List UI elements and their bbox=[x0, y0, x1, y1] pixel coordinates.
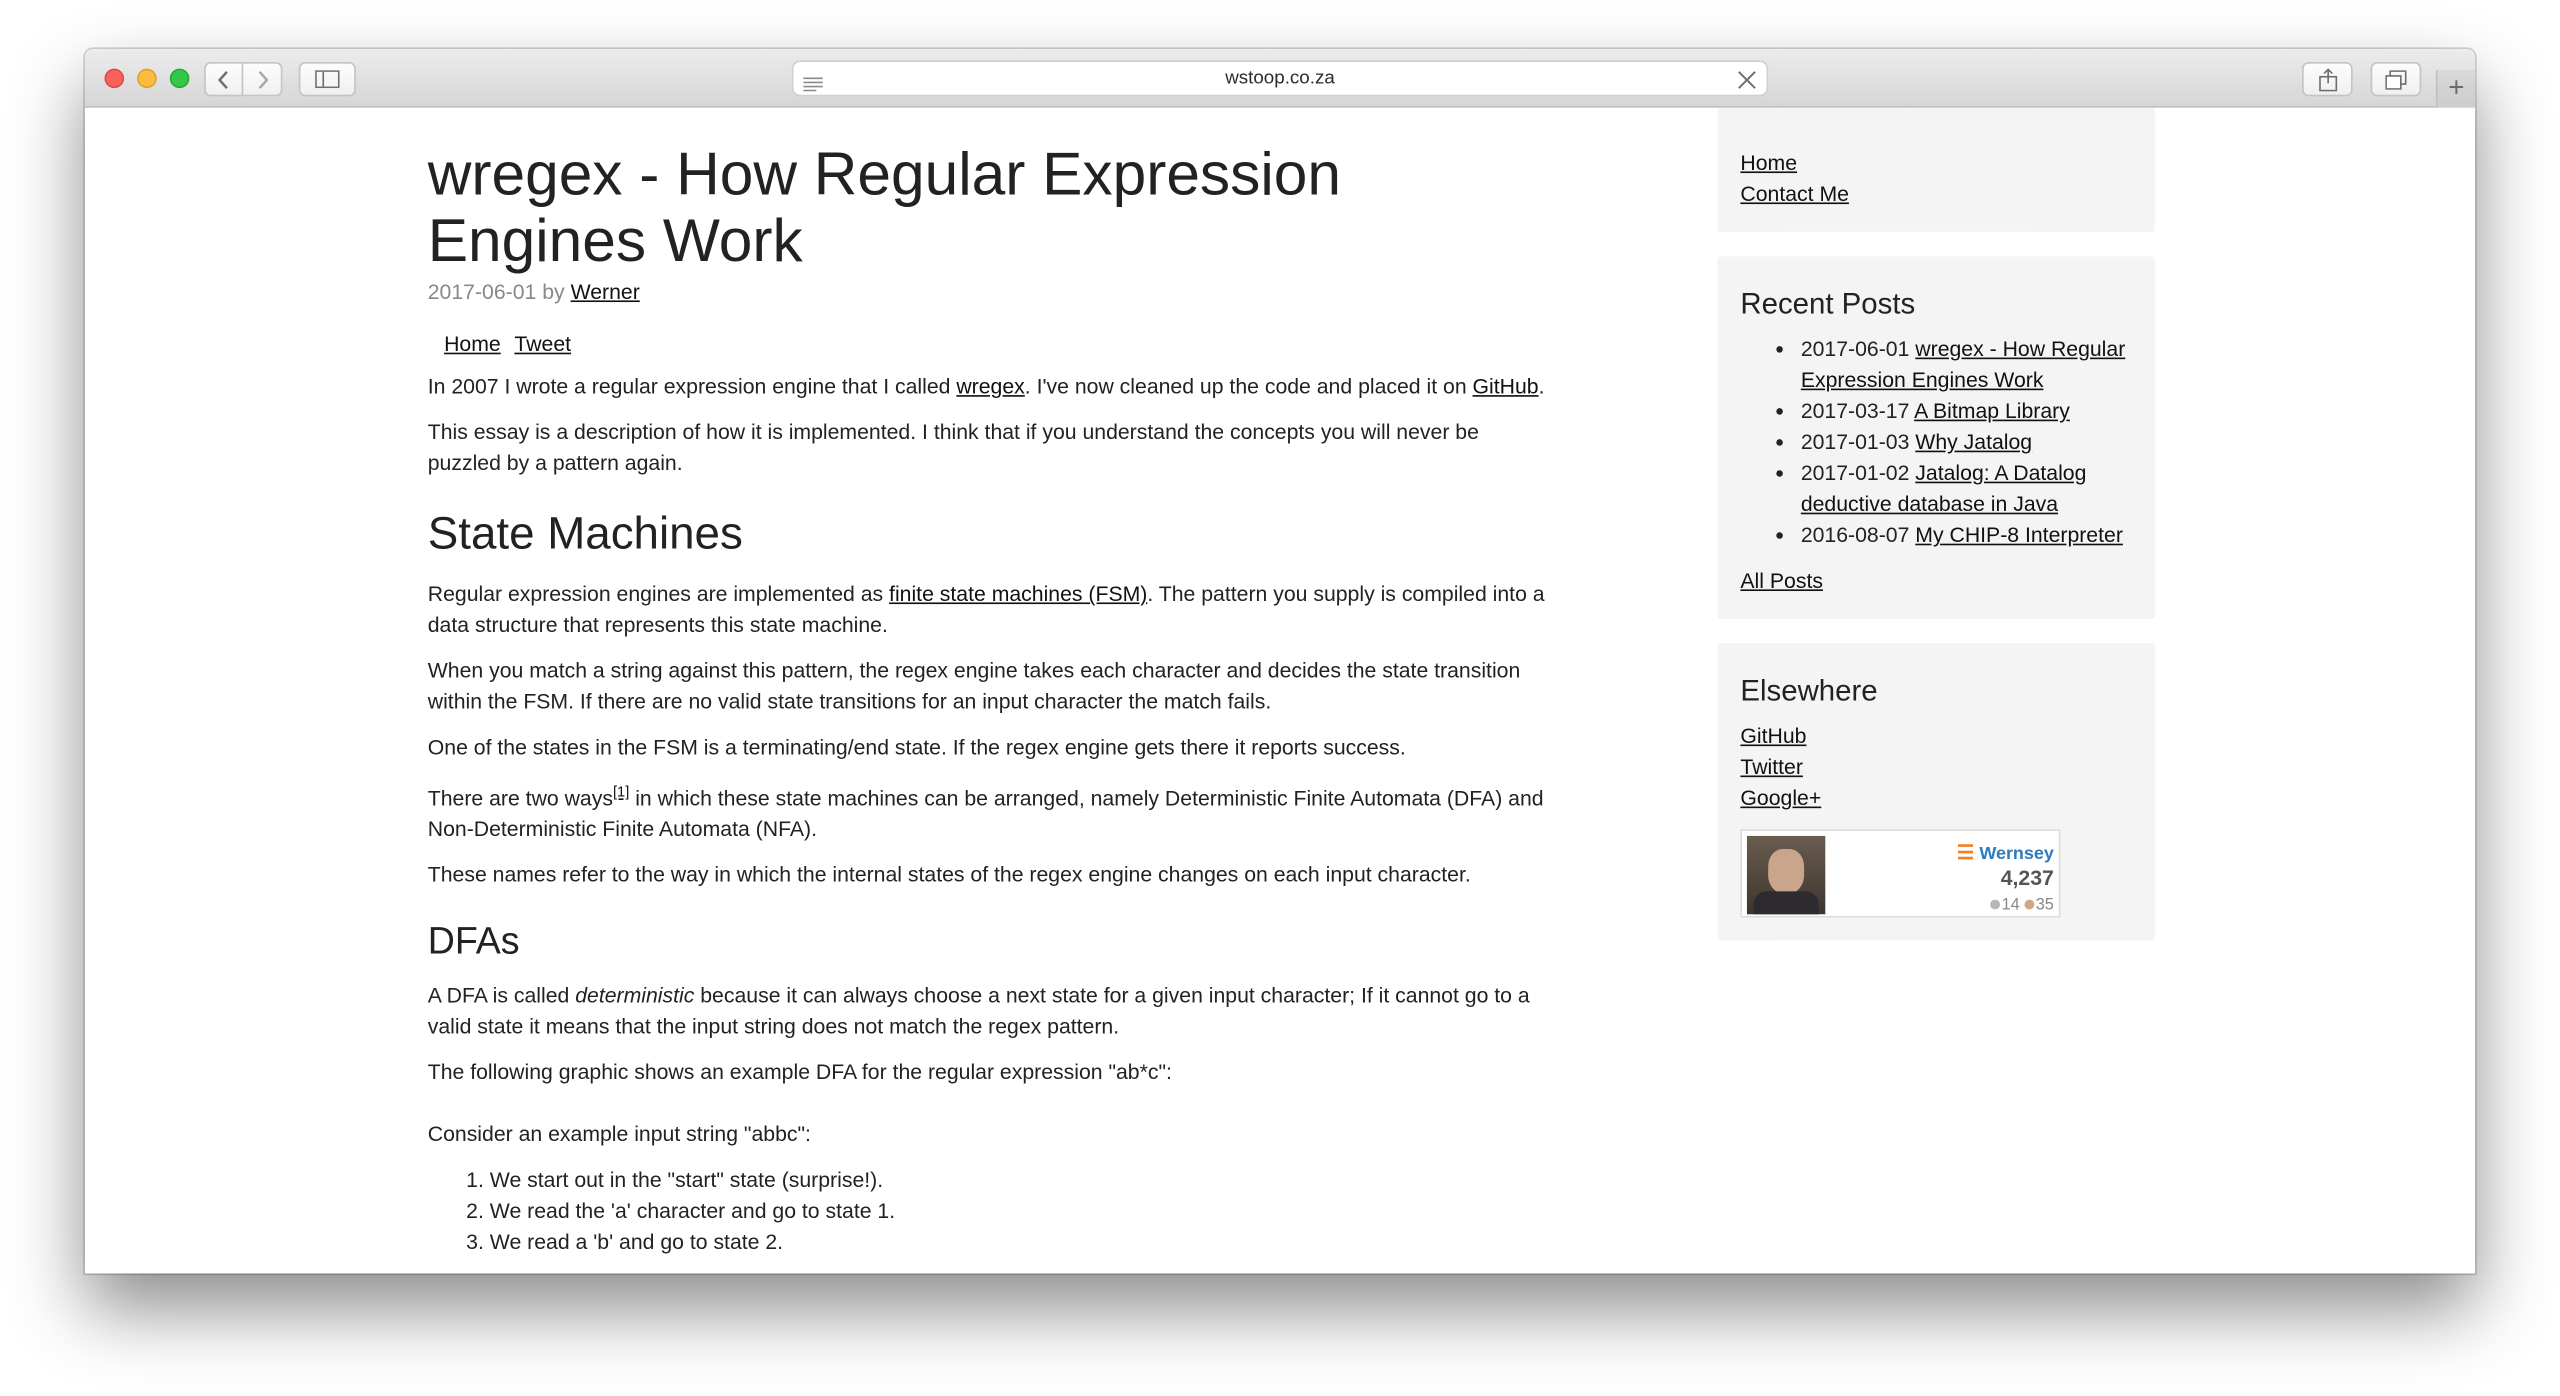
text: In 2007 I wrote a regular expression engine that I called bbox=[427, 373, 957, 399]
post-date: 2017-03-17 bbox=[1800, 398, 1910, 423]
github-link[interactable]: GitHub bbox=[1472, 373, 1539, 399]
nav-home-link[interactable]: Home bbox=[1740, 150, 1798, 175]
nav-contact-link[interactable]: Contact Me bbox=[1740, 181, 1849, 206]
list-item bbox=[1801, 519, 2132, 550]
elsewhere-twitter-link[interactable]: Twitter bbox=[1740, 754, 1803, 779]
sidebar-icon bbox=[315, 70, 339, 88]
bronze-badge-icon bbox=[2024, 900, 2034, 910]
list-item: 3. We read a 'b' and go to state 2. bbox=[490, 1227, 1554, 1258]
forward-button[interactable] bbox=[243, 62, 282, 96]
heading-state-machines: State Machines bbox=[427, 507, 743, 559]
post-meta bbox=[428, 279, 1555, 303]
recent-post-link[interactable]: My CHIP-8 Interpreter bbox=[1915, 522, 2123, 547]
recent-post-link[interactable]: Why Jatalog bbox=[1915, 429, 2033, 454]
state-machines-paragraph-5: These names refer to the way in which the internal states of the regex engine changes on each input character. bbox=[427, 862, 1471, 888]
url-text: wstoop.co.za bbox=[1225, 68, 1335, 89]
page-viewport bbox=[85, 108, 2475, 1274]
text: . I've now cleaned up the code and placed it on bbox=[1024, 373, 1473, 399]
emphasis: deterministic bbox=[575, 983, 695, 1008]
share-home-link[interactable]: Home bbox=[444, 331, 501, 356]
intro-paragraph-2: This essay is a description of how it is implemented. I think that if you understand the concepts you will never be puzzled by a pattern again. bbox=[427, 419, 1479, 476]
avatar bbox=[1747, 836, 1825, 914]
bronze-count: 35 bbox=[2035, 896, 2054, 915]
steps-list bbox=[428, 1165, 1555, 1258]
share-icon bbox=[2318, 68, 2338, 91]
zoom-window-button[interactable] bbox=[170, 69, 190, 89]
tabs-icon bbox=[2385, 69, 2406, 89]
list-item: 2. We read the 'a' character and go to state 1. bbox=[490, 1196, 1554, 1227]
text: . bbox=[1538, 373, 1545, 399]
text: because it can always choose a next state for a given input character; If it cannot go to a valid state it means that the input string does not match the regex pattern. bbox=[427, 983, 1530, 1039]
state-machines-paragraph-3: One of the states in the FSM is a terminating/end state. If the regex engine gets there it reports success. bbox=[427, 734, 1406, 760]
post-date: 2017-01-03 bbox=[1800, 429, 1910, 454]
elsewhere-box bbox=[1718, 643, 2156, 940]
text: in which these state machines can be arranged, namely Deterministic Finite Automata (DFA) and Non-Deterministic Finite Automata (NFA). bbox=[427, 785, 1544, 842]
text: A DFA is called bbox=[427, 983, 576, 1008]
list-item bbox=[1801, 395, 2132, 426]
heading-dfas: DFAs bbox=[427, 919, 520, 963]
post-date: 2017-06-01 bbox=[427, 279, 537, 304]
share-bar bbox=[428, 331, 1555, 355]
state-machines-paragraph-1 bbox=[428, 578, 1555, 640]
recent-posts-box bbox=[1718, 256, 2156, 618]
flair-badges bbox=[1990, 890, 2054, 921]
all-posts-link[interactable]: All Posts bbox=[1740, 568, 1823, 593]
minimize-window-button[interactable] bbox=[137, 69, 157, 89]
fsm-link[interactable]: finite state machines (FSM) bbox=[889, 581, 1148, 606]
stop-loading-icon[interactable] bbox=[1737, 69, 1757, 98]
recent-post-link[interactable]: wregex - How Regular Expression Engines Work bbox=[1800, 336, 2126, 392]
username: Wernsey bbox=[1979, 844, 2054, 864]
chevron-right-icon bbox=[256, 69, 269, 89]
recent-posts-title: Recent Posts bbox=[1740, 287, 1916, 320]
recent-post-link[interactable]: A Bitmap Library bbox=[1914, 398, 2070, 423]
dfa-paragraph-3: Consider an example input string "abbc": bbox=[427, 1122, 811, 1147]
close-window-button[interactable] bbox=[104, 69, 124, 89]
back-button[interactable] bbox=[204, 62, 243, 96]
dfa-paragraph-2: The following graphic shows an example DFA for the regular expression "ab*c": bbox=[427, 1060, 1172, 1085]
recent-posts-list bbox=[1740, 333, 2132, 550]
state-machines-paragraph-2: When you match a string against this pattern, the regex engine takes each character and decides the state transition within the FSM. If there are no valid state transitions for an input character the match fails. bbox=[427, 657, 1521, 714]
wregex-link[interactable]: wregex bbox=[956, 373, 1025, 399]
post-date: 2017-06-01 bbox=[1800, 336, 1910, 361]
footnote-link[interactable]: [1] bbox=[612, 783, 630, 800]
silver-count: 14 bbox=[2001, 896, 2020, 915]
new-tab-button[interactable]: + bbox=[2436, 70, 2475, 108]
text: There are two ways bbox=[427, 785, 613, 811]
silver-badge-icon bbox=[1990, 900, 2000, 910]
share-button[interactable] bbox=[2302, 62, 2353, 96]
post-date: 2017-01-02 bbox=[1800, 460, 1910, 485]
stackoverflow-flair[interactable] bbox=[1740, 829, 2060, 917]
browser-toolbar bbox=[85, 49, 2475, 108]
text: Regular expression engines are implemented as bbox=[427, 581, 890, 606]
state-machines-paragraph-4 bbox=[428, 777, 1555, 844]
tweet-link[interactable]: Tweet bbox=[514, 331, 572, 356]
post-by: by bbox=[542, 279, 565, 304]
list-item: 1. We start out in the "start" state (surprise!). bbox=[490, 1165, 1554, 1196]
author-link[interactable]: Werner bbox=[570, 279, 640, 304]
list-item bbox=[1801, 457, 2132, 519]
address-bar[interactable] bbox=[792, 60, 1768, 96]
stackoverflow-icon: ☰ bbox=[1956, 840, 1975, 864]
dfa-paragraph-1 bbox=[428, 980, 1555, 1042]
nav-box bbox=[1718, 108, 2156, 232]
show-tabs-button[interactable] bbox=[2371, 62, 2422, 96]
post-title: wregex - How Regular Expression Engines Work bbox=[427, 140, 1341, 275]
chevron-left-icon bbox=[217, 69, 230, 89]
intro-paragraph-1 bbox=[428, 371, 1555, 402]
post-date: 2016-08-07 bbox=[1800, 522, 1910, 547]
post-content bbox=[428, 108, 1555, 1258]
list-item bbox=[1801, 333, 2132, 395]
sidebar bbox=[1718, 108, 2156, 965]
list-item bbox=[1801, 426, 2132, 457]
elsewhere-github-link[interactable]: GitHub bbox=[1740, 723, 1807, 748]
elsewhere-title: Elsewhere bbox=[1740, 674, 1878, 707]
browser-window bbox=[85, 49, 2475, 1273]
sidebar-toggle-button[interactable] bbox=[299, 62, 356, 96]
text: . The pattern you supply is compiled into a data structure that represents this state machine. bbox=[427, 581, 1545, 637]
elsewhere-google-link[interactable]: Google+ bbox=[1740, 785, 1822, 810]
flair-reputation: 4,237 bbox=[2000, 865, 2054, 890]
recent-post-link[interactable]: Jatalog: A Datalog deductive database in Java bbox=[1800, 460, 2087, 516]
